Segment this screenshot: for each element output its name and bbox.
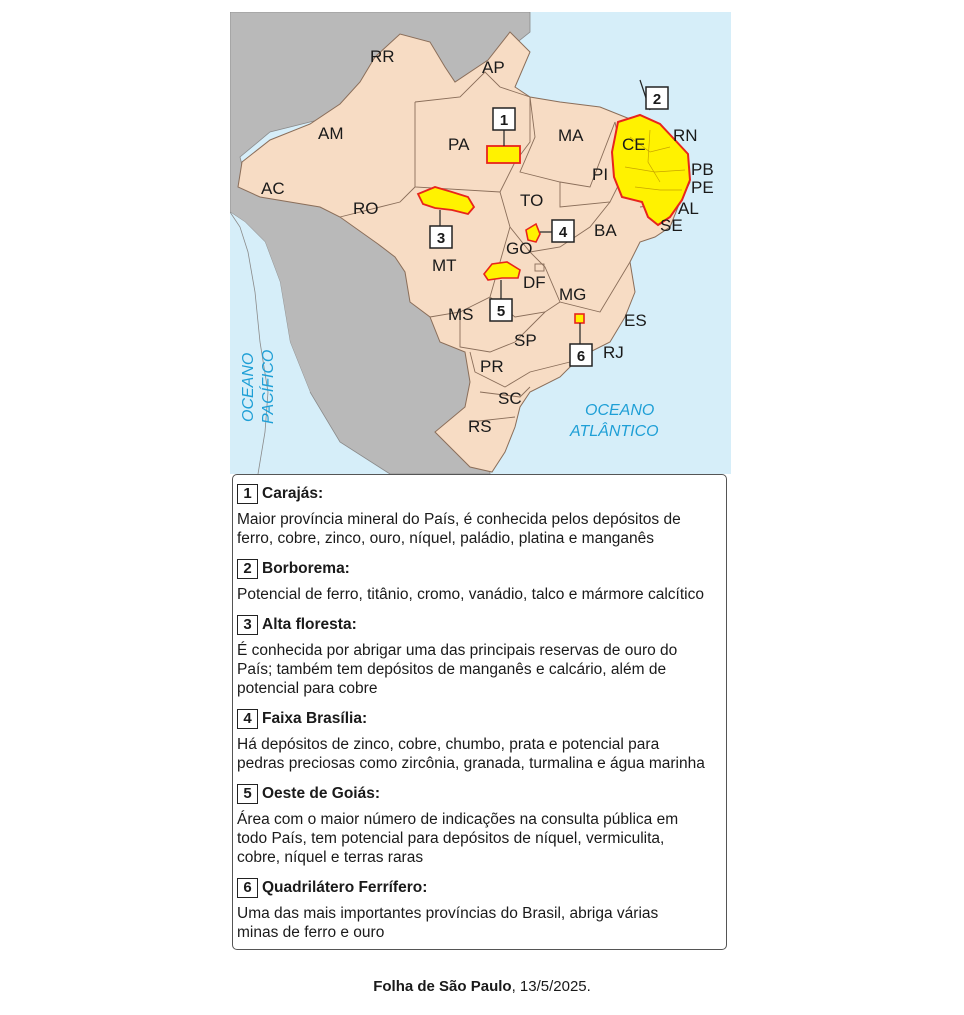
numbox-6 [570, 344, 592, 366]
state-label-SP: SP [514, 331, 537, 350]
state-label-PR: PR [480, 357, 504, 376]
state-label-MG: MG [559, 285, 587, 304]
svg-text:5: 5 [496, 303, 506, 320]
legend-entry [237, 877, 726, 942]
legend-text-line: ferro, cobre, zinco, ouro, níquel, paládio, platina e manganês [237, 530, 655, 547]
legend-text-line: Uma das mais importantes províncias do Brasil, abriga várias [237, 905, 659, 922]
svg-text:1: 1 [499, 112, 509, 129]
numbox-1 [493, 108, 515, 130]
state-label-MT: MT [432, 256, 457, 275]
map-svg [230, 12, 731, 474]
legend-entry-header [237, 483, 726, 505]
legend-number-box: 4 [237, 709, 258, 729]
state-label-PI: PI [592, 165, 609, 184]
state-label-TO: TO [520, 191, 544, 210]
legend-text-line: todo País, tem potencial para depósitos de níquel, vermiculita, [237, 830, 665, 847]
legend-entry-header [237, 783, 726, 805]
legend-entry-text [237, 585, 726, 604]
legend-number-box: 2 [237, 559, 258, 579]
legend-entry-title: Oeste de Goiás: [262, 785, 381, 802]
state-label-AM: AM [318, 124, 344, 143]
legend-text-line: potencial para cobre [237, 680, 378, 697]
legend-entry-header [237, 877, 726, 899]
state-label-BA: BA [594, 221, 617, 240]
svg-text:OCEANO: OCEANO [240, 352, 257, 422]
state-label-SC: SC [498, 389, 522, 408]
legend-number-box: 5 [237, 784, 258, 804]
brazil-map [230, 12, 731, 474]
state-label-PE: PE [691, 178, 714, 197]
numbox-2 [646, 87, 668, 109]
state-label-PB: PB [691, 160, 714, 179]
legend-entry [237, 483, 726, 548]
legend-text-line: pedras preciosas como zircônia, granada, turmalina e água marinha [237, 755, 705, 772]
legend-entry-title: Faixa Brasília: [262, 710, 368, 727]
legend-text-line: minas de ferro e ouro [237, 924, 385, 941]
source-date: , 13/5/2025. [511, 978, 591, 995]
svg-text:2: 2 [652, 91, 662, 108]
legend-entry [237, 558, 726, 604]
legend-text-line: Área com o maior número de indicações na consulta pública em [237, 811, 679, 828]
numbox-4 [552, 220, 574, 242]
legend-text-line: Há depósitos de zinco, cobre, chumbo, prata e potencial para [237, 736, 660, 753]
legend-number-box: 1 [237, 484, 258, 504]
state-label-RR: RR [370, 47, 395, 66]
legend-entry-title: Quadrilátero Ferrífero: [262, 879, 428, 896]
state-label-RS: RS [468, 417, 492, 436]
legend-entry-text [237, 735, 726, 773]
state-label-SE: SE [660, 216, 683, 235]
legend-box [232, 474, 727, 950]
legend-entry-text [237, 510, 726, 548]
legend-entry-text [237, 904, 726, 942]
svg-text:PACÍFICO: PACÍFICO [260, 349, 277, 424]
svg-text:3: 3 [436, 230, 446, 247]
state-label-DF: DF [523, 273, 546, 292]
legend-entry [237, 708, 726, 773]
source-caption [0, 978, 964, 995]
region-1-carajas [487, 146, 520, 163]
legend-number-box: 3 [237, 615, 258, 635]
legend-entry-text [237, 810, 726, 867]
state-label-MA: MA [558, 126, 584, 145]
legend-text-line: Maior província mineral do País, é conhecida pelos depósitos de [237, 511, 681, 528]
legend-text-line: É conhecida por abrigar uma das principais reservas de ouro do [237, 642, 678, 659]
state-label-PA: PA [448, 135, 470, 154]
region-6-quadrilatero [575, 314, 584, 323]
state-label-RJ: RJ [603, 343, 624, 362]
svg-text:6: 6 [576, 348, 586, 365]
state-label-RO: RO [353, 199, 379, 218]
svg-text:OCEANO: OCEANO [585, 402, 655, 419]
legend-entry-header [237, 614, 726, 636]
svg-text:ATLÂNTICO: ATLÂNTICO [570, 423, 659, 440]
state-label-RN: RN [673, 126, 698, 145]
legend-text-line: cobre, níquel e terras raras [237, 849, 424, 866]
legend-entry-header [237, 708, 726, 730]
legend-entry-title: Carajás: [262, 485, 324, 502]
legend-text-line: País; também tem depósitos de manganês e calcário, além de [237, 661, 667, 678]
state-label-MS: MS [448, 305, 474, 324]
numbox-5 [490, 299, 512, 321]
legend-entry-title: Borborema: [262, 560, 350, 577]
legend-entry-text [237, 641, 726, 698]
state-label-ES: ES [624, 311, 647, 330]
state-label-AL: AL [678, 199, 699, 218]
state-label-CE: CE [622, 135, 646, 154]
legend-number-box: 6 [237, 878, 258, 898]
svg-text:4: 4 [558, 224, 568, 241]
legend-entry-title: Alta floresta: [262, 616, 357, 633]
legend-text-line: Potencial de ferro, titânio, cromo, vanádio, talco e mármore calcítico [237, 586, 704, 603]
state-label-AC: AC [261, 179, 285, 198]
source-name: Folha de São Paulo [373, 978, 512, 995]
legend-entry [237, 783, 726, 867]
numbox-3 [430, 226, 452, 248]
legend-entry-header [237, 558, 726, 580]
legend-entry [237, 614, 726, 698]
state-label-AP: AP [482, 58, 505, 77]
state-label-GO: GO [506, 239, 533, 258]
